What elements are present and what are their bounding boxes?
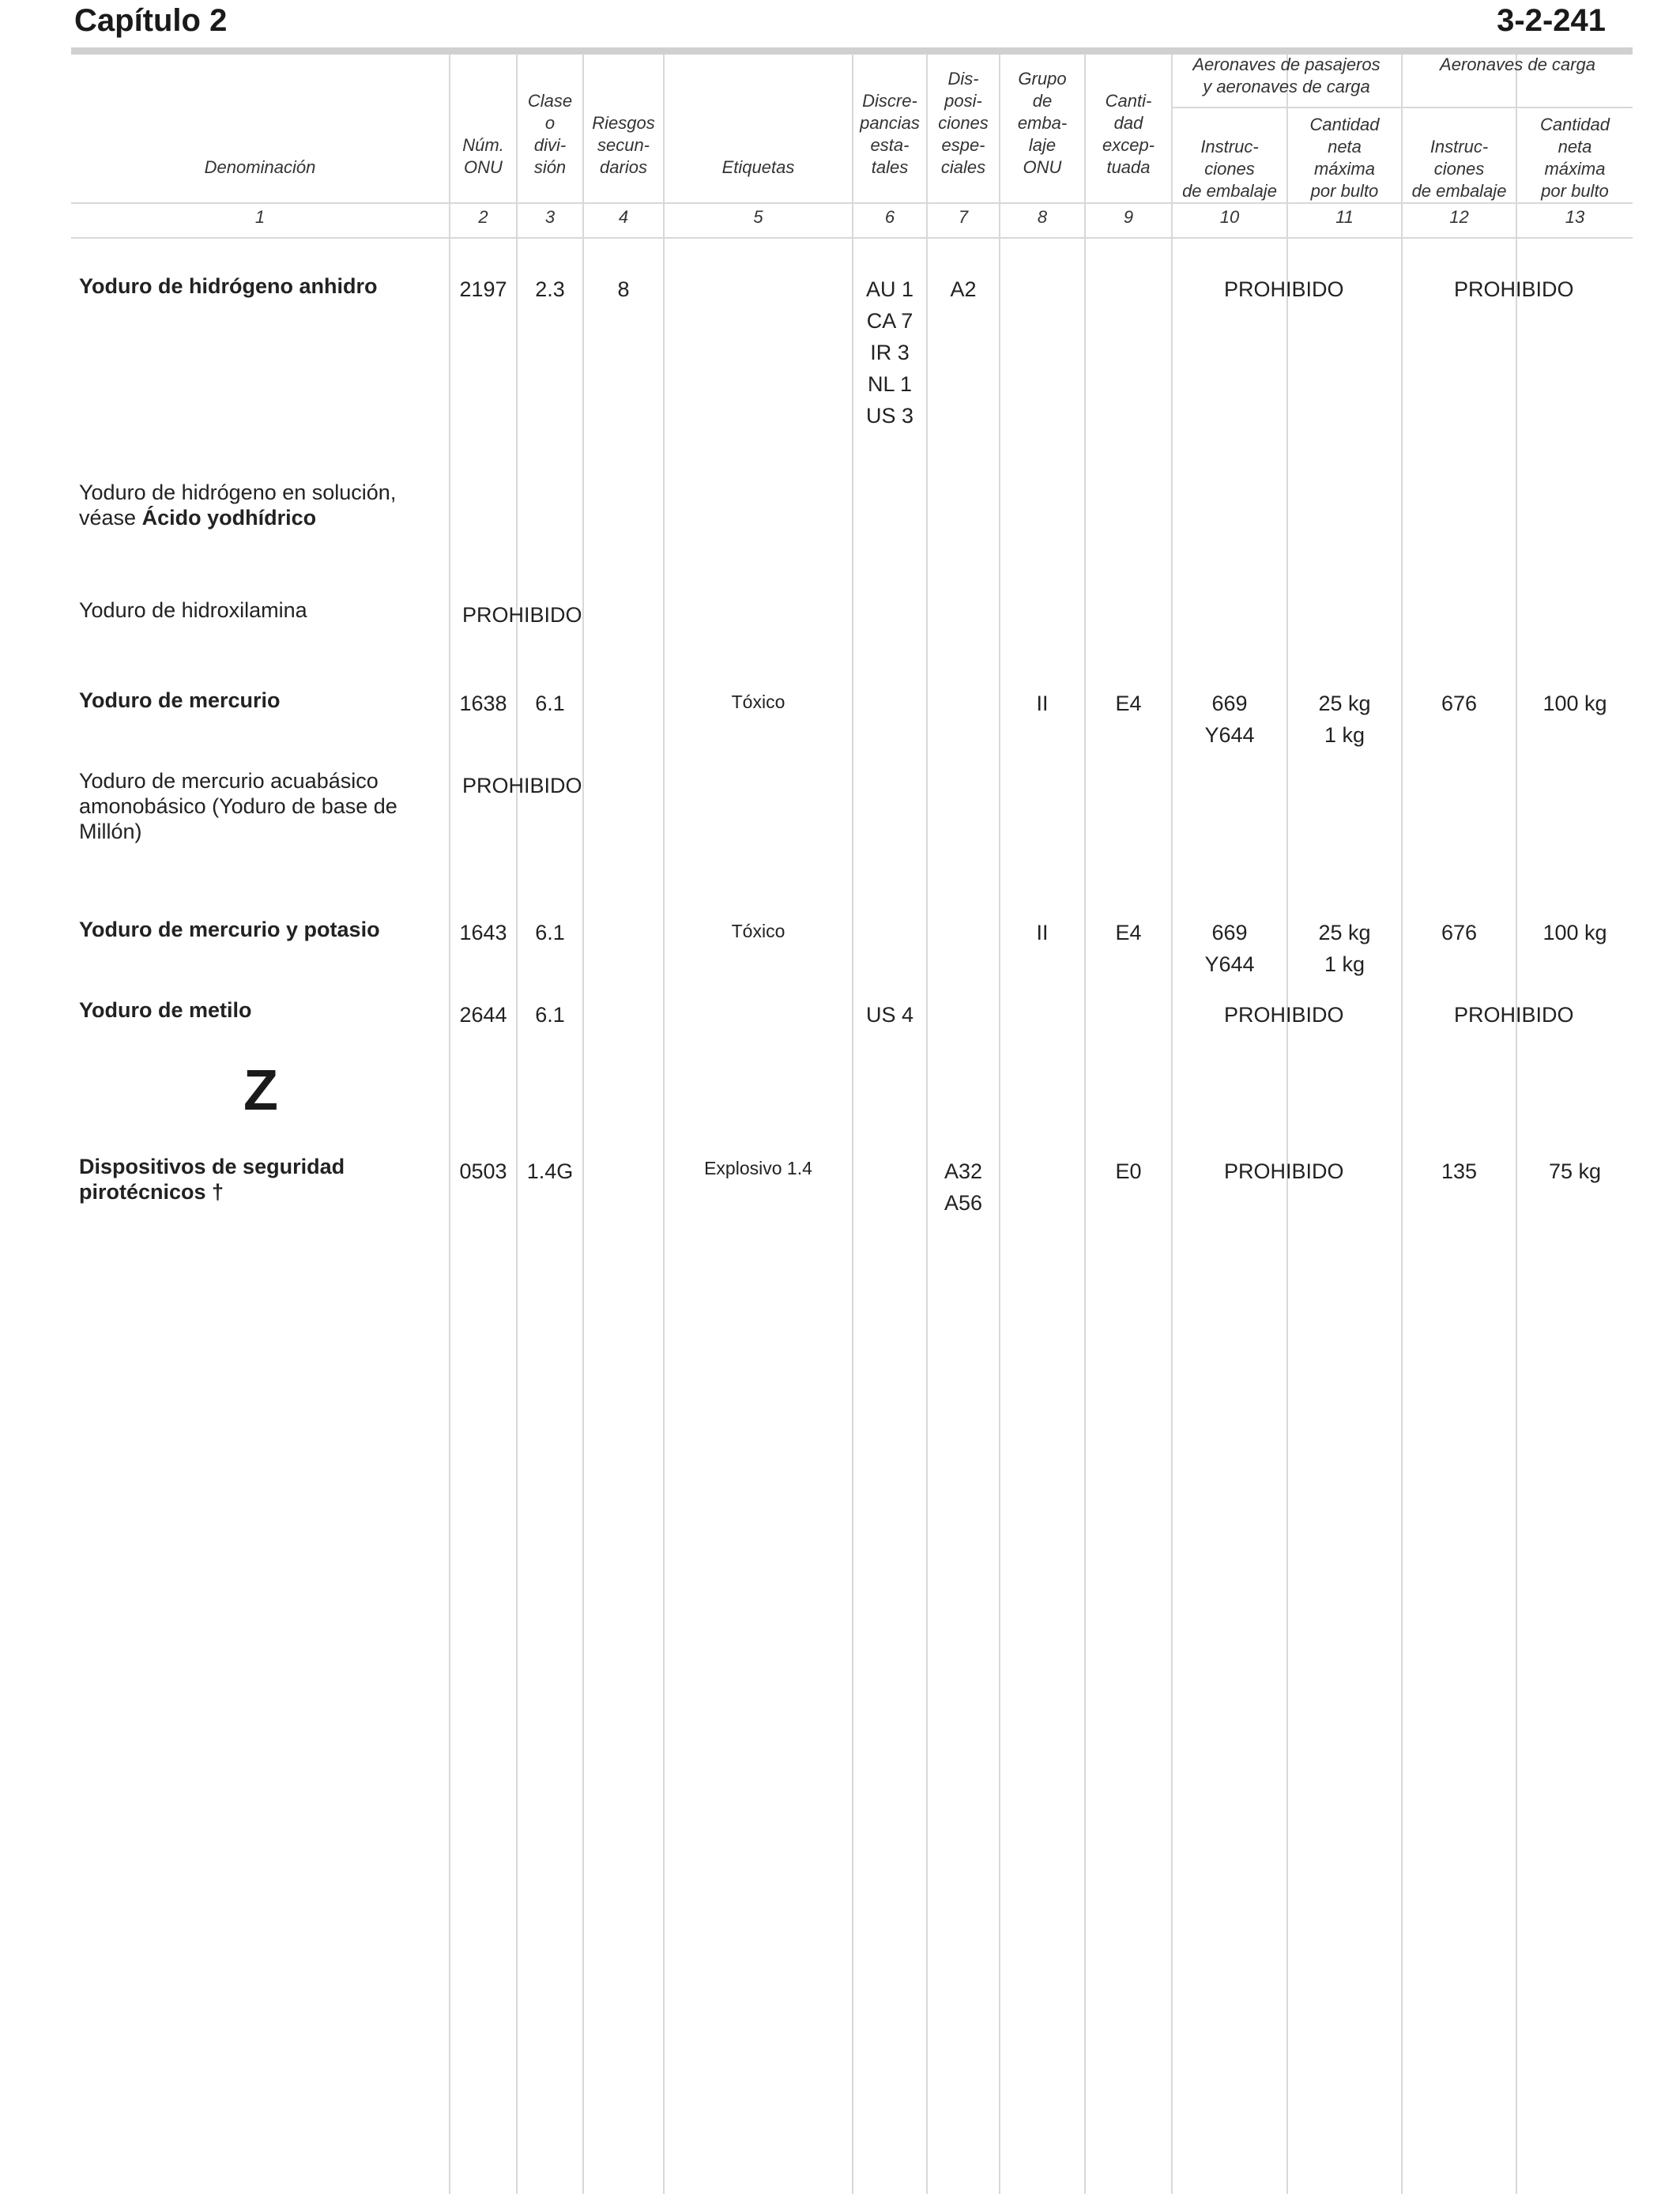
un-number: 1643 <box>459 921 507 944</box>
col-header-cargo-packing-instructions: Instruc- ciones de embalaje <box>1411 137 1507 201</box>
column-divider <box>1286 55 1288 2194</box>
col-header-pax-max-quantity: Cantidad neta máxima por bulto <box>1309 115 1380 201</box>
column-divider <box>1084 55 1086 2194</box>
entry-name: Dispositivos de seguridad pirotécnicos † <box>79 1155 345 1204</box>
col-header-denominacion: Denominación <box>204 157 316 177</box>
state-variations: US 4 <box>865 1003 914 1027</box>
special-provisions: A2 <box>950 277 977 301</box>
class-division: 6.1 <box>535 921 565 944</box>
entry-name: Yoduro de hidroxilamina <box>79 598 307 622</box>
cargo-status: PROHIBIDO <box>1454 1003 1574 1027</box>
header-bottom-rule <box>71 202 1633 204</box>
column-number: 6 <box>884 207 895 227</box>
pax-packing-instruction: 669 Y644 <box>1204 692 1255 747</box>
status-forbidden: PROHIBIDO <box>462 774 582 797</box>
col-header-packing-group: Grupo de emba- laje ONU <box>1017 69 1068 177</box>
column-number: 12 <box>1449 207 1469 227</box>
subsidiary-risk: 8 <box>617 277 630 301</box>
group-header-passenger: Aeronaves de pasajeros y aeronaves de carga <box>1192 55 1381 96</box>
cargo-max-quantity: 75 kg <box>1548 1159 1602 1183</box>
cargo-max-quantity: 100 kg <box>1543 921 1607 944</box>
column-number-rule <box>71 237 1633 239</box>
column-divider <box>1171 55 1173 2194</box>
column-divider <box>999 55 1000 2194</box>
col-header-pax-packing-instructions: Instruc- ciones de embalaje <box>1182 137 1277 201</box>
column-divider <box>926 55 928 2194</box>
pax-packing-instruction: 669 Y644 <box>1204 921 1255 976</box>
column-divider <box>449 55 450 2194</box>
cargo-packing-instruction: 135 <box>1441 1159 1478 1183</box>
entry-name: Yoduro de metilo <box>79 998 252 1022</box>
class-division: 6.1 <box>535 692 565 715</box>
class-division: 1.4G <box>526 1159 574 1183</box>
cargo-max-quantity: 100 kg <box>1543 692 1607 715</box>
col-header-labels: Etiquetas <box>721 157 795 177</box>
un-number: 0503 <box>459 1159 507 1183</box>
excepted-quantity: E4 <box>1115 921 1142 944</box>
entry-name: Yoduro de hidrógeno en solución, véase Ácido yodhídrico <box>79 481 397 530</box>
col-header-cargo-max-quantity: Cantidad neta máxima por bulto <box>1539 115 1610 201</box>
state-variations: AU 1 CA 7 IR 3 NL 1 US 3 <box>865 277 914 428</box>
special-provisions: A32 A56 <box>944 1159 983 1215</box>
entry-name: Yoduro de mercurio y potasio <box>79 918 380 941</box>
chapter-title: Capítulo 2 <box>74 3 228 38</box>
cargo-packing-instruction: 676 <box>1441 921 1478 944</box>
group-header-cargo: Aeronaves de carga <box>1440 55 1595 74</box>
column-number: 11 <box>1335 207 1354 227</box>
entry-name: Yoduro de hidrógeno anhidro <box>79 274 378 298</box>
un-number: 2644 <box>459 1003 507 1027</box>
column-number: 5 <box>753 207 763 227</box>
col-header-state-variations: Discre- pancias esta- tales <box>860 91 920 177</box>
excepted-quantity: E0 <box>1115 1159 1142 1183</box>
column-number: 4 <box>618 207 629 227</box>
status-forbidden: PROHIBIDO <box>462 603 582 627</box>
pax-max-quantity: 25 kg 1 kg <box>1318 921 1371 976</box>
column-divider <box>582 55 584 2194</box>
hazard-label: Tóxico <box>731 921 785 941</box>
column-number: 3 <box>544 207 556 227</box>
column-number: 13 <box>1565 207 1585 227</box>
column-number: 7 <box>958 207 969 227</box>
col-header-excepted-quantity: Canti- dad excep- tuada <box>1102 91 1155 177</box>
column-divider <box>1401 55 1403 2194</box>
passenger-status: PROHIBIDO <box>1224 1003 1344 1027</box>
column-number: 10 <box>1219 207 1240 227</box>
hazard-label: Explosivo 1.4 <box>704 1158 812 1178</box>
entry-name: Yoduro de mercurio acuabásico amonobásico (Yoduro de base de Millón) <box>79 769 397 843</box>
class-division: 2.3 <box>535 277 565 301</box>
group-divider <box>1171 107 1633 108</box>
col-header-special-provisions: Dis- posi- ciones espe- ciales <box>938 69 989 177</box>
un-number: 1638 <box>459 692 507 715</box>
hazard-label: Tóxico <box>731 692 785 712</box>
col-header-class: Clase o divi- sión <box>527 91 573 177</box>
un-number: 2197 <box>459 277 507 301</box>
column-divider <box>1516 55 1517 2194</box>
column-number: 8 <box>1037 207 1048 227</box>
entry-name: Yoduro de mercurio <box>79 688 281 712</box>
column-number: 9 <box>1123 207 1134 227</box>
class-division: 6.1 <box>535 1003 565 1027</box>
column-divider <box>663 55 665 2194</box>
passenger-status: PROHIBIDO <box>1224 1159 1344 1183</box>
packing-group: II <box>1036 921 1049 944</box>
page-number: 3-2-241 <box>1497 3 1606 38</box>
section-letter: Z <box>243 1059 278 1122</box>
column-divider <box>516 55 518 2194</box>
pax-max-quantity: 25 kg 1 kg <box>1318 692 1371 747</box>
excepted-quantity: E4 <box>1115 692 1142 715</box>
col-header-un-number: Núm. ONU <box>462 135 504 177</box>
column-number: 1 <box>254 207 266 227</box>
cargo-status: PROHIBIDO <box>1454 277 1574 301</box>
column-number: 2 <box>478 207 488 227</box>
passenger-status: PROHIBIDO <box>1224 277 1344 301</box>
packing-group: II <box>1036 692 1049 715</box>
col-header-subsidiary-risk: Riesgos secun- darios <box>592 113 655 177</box>
cargo-packing-instruction: 676 <box>1441 692 1478 715</box>
see-reference: Ácido yodhídrico <box>141 506 317 530</box>
